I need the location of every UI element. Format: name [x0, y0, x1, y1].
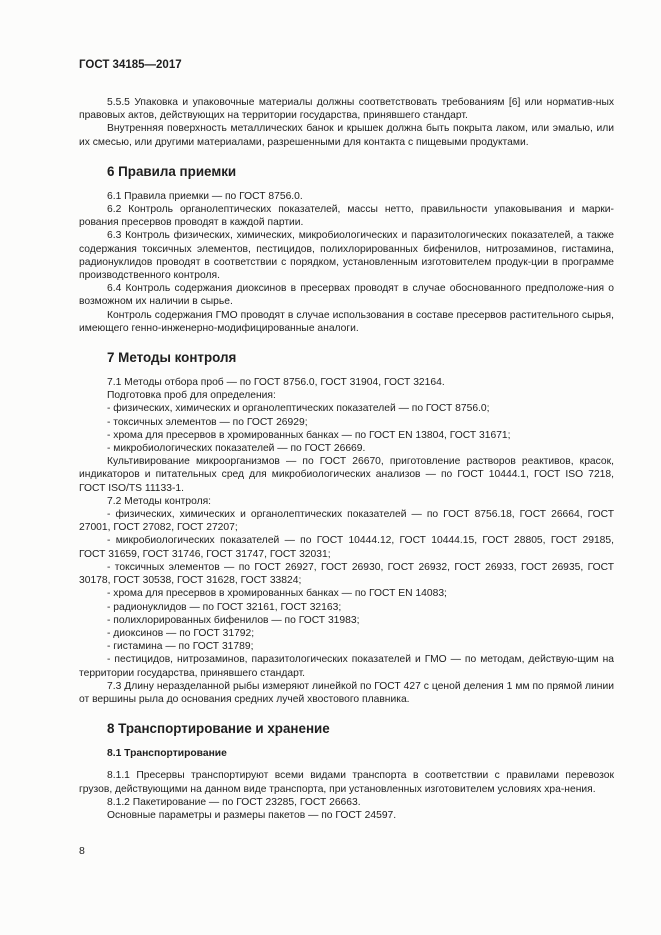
- paragraph: 8.1.2 Пакетирование — по ГОСТ 23285, ГОСТ 26663.: [107, 796, 361, 808]
- paragraph: 7.1 Методы отбора проб — по ГОСТ 8756.0, ГОСТ 31904, ГОСТ 32164.: [107, 377, 445, 389]
- paragraph: - микробиологических показателей — по ГОСТ 10444.12, ГОСТ 10444.15, ГОСТ 28805, ГОСТ 29185, ГОСТ 31659, ГОСТ 31746, ГОСТ 31747, ГОСТ 32031;: [79, 535, 614, 560]
- section-heading: 8 Транспортирование и хранение: [107, 721, 330, 737]
- subsection-heading: 8.1 Транспортирование: [107, 748, 227, 760]
- document-code: ГОСТ 34185—2017: [79, 59, 182, 71]
- section-heading: 6 Правила приемки: [107, 163, 237, 179]
- paragraph: Подготовка проб для определения:: [107, 390, 276, 402]
- paragraph: 6.2 Контроль органолептических показателей, массы нетто, правильности упаковывания и марки-рования пресервов проводят в каждой партии.: [79, 204, 614, 229]
- paragraph: - физических, химических и органолептических показателей — по ГОСТ 8756.18, ГОСТ 26664, ГОСТ 27001, ГОСТ 27082, ГОСТ 27207;: [79, 509, 614, 534]
- paragraph: - токсичных элементов — по ГОСТ 26929;: [107, 416, 308, 428]
- paragraph: - полихлорированных бифенилов — по ГОСТ 31983;: [107, 614, 360, 626]
- paragraph: - хрома для пресервов в хромированных банках — по ГОСТ EN 14083;: [107, 588, 447, 600]
- document-body: [79, 96, 614, 822]
- paragraph: - хрома для пресервов в хромированных банках — по ГОСТ EN 13804, ГОСТ 31671;: [107, 429, 511, 441]
- paragraph: - диоксинов — по ГОСТ 31792;: [107, 627, 255, 639]
- paragraph: 7.2 Методы контроля:: [107, 495, 212, 507]
- paragraph: - физических, химических и органолептических показателей — по ГОСТ 8756.0;: [107, 403, 490, 415]
- paragraph: - токсичных элементов — по ГОСТ 26927, ГОСТ 26930, ГОСТ 26932, ГОСТ 26933, ГОСТ 26935, ГОСТ 30178, ГОСТ 30538, ГОСТ 31628, ГОСТ 33824;: [79, 561, 614, 587]
- paragraph: 6.4 Контроль содержания диоксинов в пресервах проводят в случае обоснованного предположе-ния о возможном их наличии в сырье.: [79, 283, 614, 308]
- paragraph: - гистамина — по ГОСТ 31789;: [107, 641, 254, 653]
- paragraph: Основные параметры и размеры пакетов — по ГОСТ 24597.: [107, 809, 397, 821]
- paragraph: - радионуклидов — по ГОСТ 32161, ГОСТ 32163;: [107, 601, 342, 613]
- paragraph: 7.3 Длину неразделанной рыбы измеряют линейкой по ГОСТ 427 с ценой деления 1 мм по прямой линии от вершины рыла до основания средних лучей хвостового плавника.: [79, 680, 614, 705]
- paragraph: 6.1 Правила приемки — по ГОСТ 8756.0.: [107, 190, 303, 202]
- section-heading: 7 Методы контроля: [107, 350, 237, 366]
- paragraph: Внутренняя поверхность металлических банок и крышек должна быть покрыта лаком, или эмалью, или их смесью, или другими материалами, разрешенными для контакта с пищевыми продуктами.: [79, 123, 614, 148]
- paragraph: Контроль содержания ГМО проводят в случае использования в составе пресервов растительного сырья, имеющего генно-инженерно-модифицированные аналоги.: [79, 309, 614, 334]
- paragraph: 5.5.5 Упаковка и упаковочные материалы должны соответствовать требованиям [6] или норматив-ных правовых актов, действующих на территории государства, принявшего стандарт.: [79, 97, 614, 122]
- paragraph: - микробиологических показателей — по ГОСТ 26669.: [107, 443, 366, 455]
- page-number: 8: [79, 845, 85, 857]
- paragraph: 6.3 Контроль физических, химических, микробиологических и паразитологических показателей, а также содержания токсичных элементов, пестицидов, полихлорированных бифенилов, нитрозаминов, гистамина, радионуклидов проводят в соответствии с порядком, установленным изготовителем продук-ции в программе производственного контроля.: [79, 230, 614, 282]
- paragraph: 8.1.1 Пресервы транспортируют всеми видами транспорта в соответствии с правилами перевозок грузов, действующими на данном виде транспорта, при установленных изготовителем условиях хра-нения.: [79, 770, 614, 795]
- paragraph: - пестицидов, нитрозаминов, паразитологических показателей и ГМО — по методам, действую-щим на территории государства, принявшего стандарт.: [79, 654, 614, 679]
- paragraph: Культивирование микроорганизмов — по ГОСТ 26670, приготовление растворов реактивов, красок, индикаторов и питательных сред для микробиологических анализов — по ГОСТ 10444.1, ГОСТ ISO 7218, ГОСТ ISO/TS 11133-1.: [79, 456, 614, 494]
